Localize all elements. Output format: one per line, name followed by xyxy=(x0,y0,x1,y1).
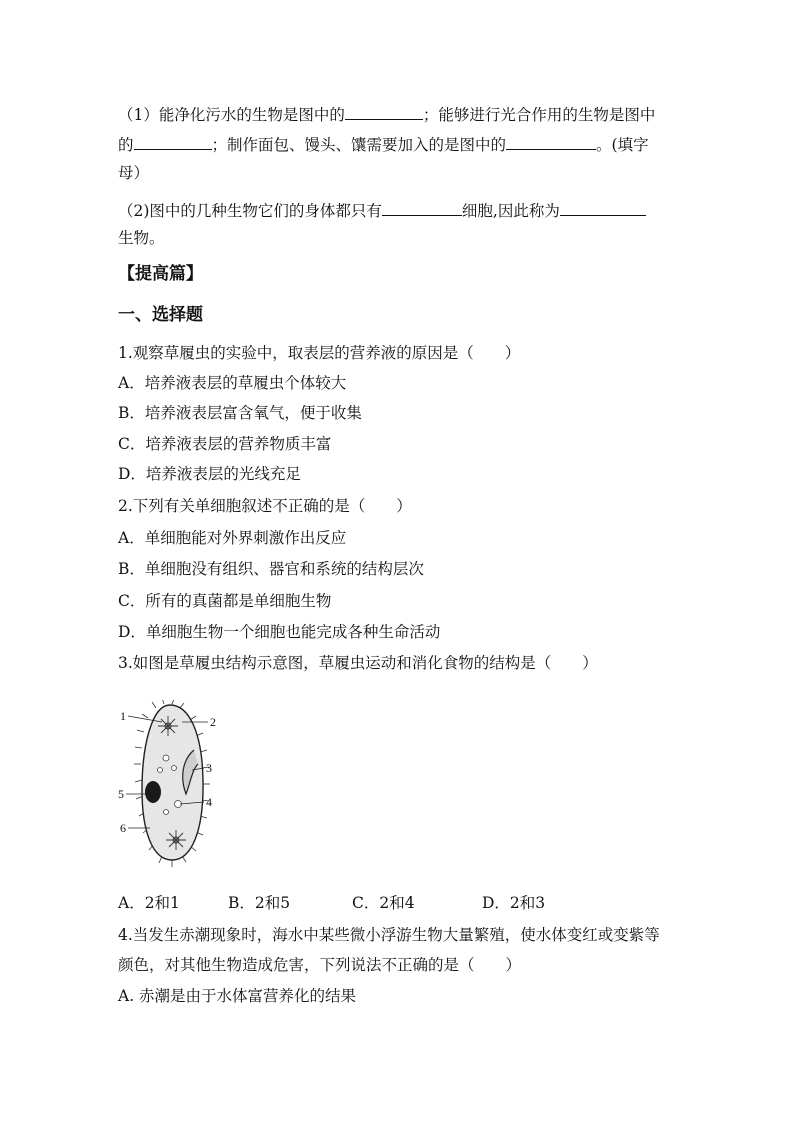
question-3-stem: 3.如图是草履虫结构示意图，草履虫运动和消化食物的结构是（ ） xyxy=(118,654,598,672)
text: 细胞,因此称为 xyxy=(461,202,560,220)
answer-blank[interactable] xyxy=(382,199,462,216)
answer-blank[interactable] xyxy=(134,133,212,150)
question-3-option-a[interactable]: A．2和1 xyxy=(118,894,180,912)
question-1-option-c[interactable]: C．培养液表层的营养物质丰富 xyxy=(118,435,332,453)
text: ；制作面包、馒头、馕需要加入的是图中的 xyxy=(211,136,507,154)
diagram-label-6: 6 xyxy=(120,821,126,835)
text: （2)图中的几种生物它们的身体都只有 xyxy=(118,202,382,220)
question-3-option-b[interactable]: B．2和5 xyxy=(228,894,291,912)
answer-blank[interactable] xyxy=(345,103,423,120)
question-1-stem: 1.观察草履虫的实验中，取表层的营养液的原因是（ ） xyxy=(118,344,521,362)
prev-question-line-5: 生物。 xyxy=(118,229,165,247)
paramecium-diagram xyxy=(116,700,226,876)
question-4-option-a[interactable]: A. 赤潮是由于水体富营养化的结果 xyxy=(118,987,357,1005)
subsection-title: 一、选择题 xyxy=(118,305,203,325)
diagram-label-1: 1 xyxy=(120,709,126,723)
text: 。(填字 xyxy=(596,136,649,154)
question-3-options xyxy=(118,893,545,913)
section-title: 【提高篇】 xyxy=(118,264,203,284)
question-1-option-a[interactable]: A．培养液表层的草履虫个体较大 xyxy=(118,374,347,392)
diagram-label-4: 4 xyxy=(206,795,212,809)
nucleus xyxy=(145,781,161,803)
answer-blank[interactable] xyxy=(560,199,646,216)
text: （1）能净化污水的生物是图中的 xyxy=(118,106,345,124)
question-2-option-b[interactable]: B．单细胞没有组织、器官和系统的结构层次 xyxy=(118,560,424,578)
question-2-option-c[interactable]: C．所有的真菌都是单细胞生物 xyxy=(118,592,332,610)
text: ；能够进行光合作用的生物是图中 xyxy=(422,106,656,124)
question-3-option-d[interactable]: D．2和3 xyxy=(482,894,546,912)
prev-question-line-4 xyxy=(118,199,646,221)
diagram-label-5: 5 xyxy=(118,787,124,801)
question-4-stem-line-1: 4.当发生赤潮现象时，海水中某些微小浮游生物大量繁殖，使水体变红或变紫等 xyxy=(118,926,660,944)
prev-question-line-3: 母） xyxy=(118,164,150,182)
question-2-stem: 2.下列有关单细胞叙述不正确的是（ ） xyxy=(118,497,412,515)
prev-question-line-1 xyxy=(118,103,655,125)
diagram-label-3: 3 xyxy=(206,761,212,775)
text: 的 xyxy=(118,136,134,154)
question-2-option-a[interactable]: A．单细胞能对外界刺激作出反应 xyxy=(118,529,347,547)
prev-question-line-2 xyxy=(118,133,649,155)
diagram-label-2: 2 xyxy=(210,715,216,729)
question-3-option-c[interactable]: C．2和4 xyxy=(352,894,415,912)
question-1-option-d[interactable]: D．培养液表层的光线充足 xyxy=(118,465,301,483)
question-4-stem-line-2: 颜色，对其他生物造成危害，下列说法不正确的是（ ） xyxy=(118,956,522,974)
question-1-option-b[interactable]: B．培养液表层富含氧气，便于收集 xyxy=(118,404,362,422)
question-2-option-d[interactable]: D．单细胞生物一个细胞也能完成各种生命活动 xyxy=(118,623,441,641)
answer-blank[interactable] xyxy=(506,133,596,150)
